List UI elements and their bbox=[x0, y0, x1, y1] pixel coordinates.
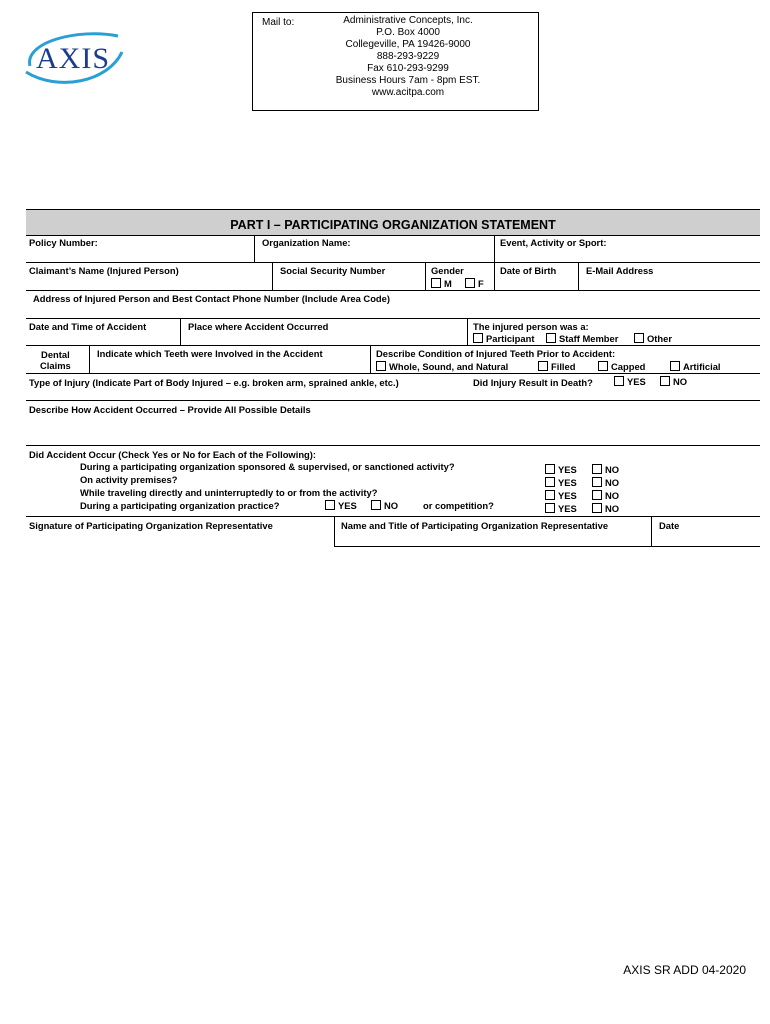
no-text: NO bbox=[605, 477, 620, 488]
checkbox-icon bbox=[465, 278, 475, 288]
divider bbox=[334, 516, 335, 546]
yes-text: YES bbox=[558, 490, 577, 501]
checkbox-icon bbox=[592, 490, 602, 500]
signature-label: Signature of Participating Organization Representative bbox=[29, 520, 273, 531]
question-premises: On activity premises? bbox=[80, 474, 178, 485]
no-text: NO bbox=[605, 490, 620, 501]
divider bbox=[180, 318, 181, 345]
claimant-name-label: Claimant’s Name (Injured Person) bbox=[29, 265, 179, 276]
date-label: Date bbox=[659, 520, 680, 531]
checkbox-icon bbox=[592, 477, 602, 487]
artificial-text: Artificial bbox=[683, 361, 721, 372]
divider bbox=[26, 373, 760, 374]
injury-type-label: Type of Injury (Indicate Part of Body Injured – e.g. broken arm, sprained ankle, etc.) bbox=[29, 377, 399, 388]
yes-text: YES bbox=[627, 376, 646, 387]
policy-number-label: Policy Number: bbox=[29, 237, 98, 248]
q3-yes-checkbox[interactable] bbox=[545, 490, 577, 501]
participant-checkbox[interactable] bbox=[473, 333, 534, 344]
form-code: AXIS SR ADD 04-2020 bbox=[623, 963, 746, 977]
gender-f-checkbox[interactable] bbox=[465, 278, 484, 289]
teeth-condition-label: Describe Condition of Injured Teeth Prior to Accident: bbox=[376, 348, 616, 359]
checkbox-icon bbox=[546, 333, 556, 343]
checkbox-icon bbox=[670, 361, 680, 371]
checkbox-icon bbox=[545, 464, 555, 474]
filled-text: Filled bbox=[551, 361, 576, 372]
capped-text: Capped bbox=[611, 361, 646, 372]
q1-no-checkbox[interactable] bbox=[592, 464, 619, 475]
or-competition-label: or competition? bbox=[423, 500, 494, 511]
q2-yes-checkbox[interactable] bbox=[545, 477, 577, 488]
gender-f-text: F bbox=[478, 278, 484, 289]
checkbox-icon bbox=[545, 490, 555, 500]
checkbox-icon bbox=[376, 361, 386, 371]
staff-member-checkbox[interactable] bbox=[546, 333, 618, 344]
question-practice: During a participating organization practice? bbox=[80, 500, 280, 511]
yes-text: YES bbox=[558, 503, 577, 514]
checkbox-icon bbox=[545, 503, 555, 513]
divider bbox=[26, 235, 760, 236]
checkbox-icon bbox=[545, 477, 555, 487]
checkbox-icon bbox=[592, 503, 602, 513]
no-text: NO bbox=[384, 500, 399, 511]
death-yes-checkbox[interactable] bbox=[614, 376, 646, 387]
dental-claims-line: Claims bbox=[40, 360, 71, 371]
divider bbox=[494, 262, 495, 290]
checkbox-icon bbox=[592, 464, 602, 474]
email-label: E-Mail Address bbox=[586, 265, 654, 276]
other-text: Other bbox=[647, 333, 673, 344]
address-label: Address of Injured Person and Best Contact Phone Number (Include Area Code) bbox=[33, 293, 390, 304]
mail-address bbox=[308, 15, 508, 99]
question-sanctioned: During a participating organization sponsored & supervised, or sanctioned activity? bbox=[80, 461, 455, 472]
divider bbox=[254, 235, 255, 262]
yes-text: YES bbox=[558, 477, 577, 488]
injured-was-label: The injured person was a: bbox=[473, 321, 589, 332]
no-text: NO bbox=[605, 464, 620, 475]
death-label: Did Injury Result in Death? bbox=[473, 377, 593, 388]
event-label: Event, Activity or Sport: bbox=[500, 237, 607, 248]
participant-text: Participant bbox=[486, 333, 535, 344]
divider bbox=[272, 262, 273, 290]
divider bbox=[26, 262, 760, 263]
practice-no-checkbox[interactable] bbox=[371, 500, 398, 511]
mail-line: Administrative Concepts, Inc. bbox=[343, 15, 473, 26]
divider bbox=[578, 262, 579, 290]
organization-name-label: Organization Name: bbox=[262, 237, 351, 248]
mail-line: Collegeville, PA 19426-9000 bbox=[345, 39, 471, 50]
artificial-checkbox[interactable] bbox=[670, 361, 721, 372]
yes-text: YES bbox=[558, 464, 577, 475]
checkbox-icon bbox=[325, 500, 335, 510]
divider bbox=[370, 345, 371, 373]
checkbox-icon bbox=[660, 376, 670, 386]
practice-yes-checkbox[interactable] bbox=[325, 500, 357, 511]
ssn-label: Social Security Number bbox=[280, 265, 386, 276]
dob-label: Date of Birth bbox=[500, 265, 557, 276]
death-no-checkbox[interactable] bbox=[660, 376, 687, 387]
mail-line: Business Hours 7am - 8pm EST. bbox=[335, 75, 481, 86]
yes-text: YES bbox=[338, 500, 357, 511]
mail-line: Fax 610-293-9299 bbox=[367, 63, 449, 74]
q2-no-checkbox[interactable] bbox=[592, 477, 619, 488]
divider bbox=[494, 235, 495, 262]
checkbox-icon bbox=[634, 333, 644, 343]
q3-no-checkbox[interactable] bbox=[592, 490, 619, 501]
form-title: PART I – PARTICIPATING ORGANIZATION STATEMENT bbox=[230, 218, 556, 232]
q4-yes-checkbox[interactable] bbox=[545, 503, 577, 514]
checkbox-icon bbox=[598, 361, 608, 371]
checkbox-icon bbox=[538, 361, 548, 371]
name-title-label: Name and Title of Participating Organization Representative bbox=[341, 520, 609, 531]
divider bbox=[425, 262, 426, 290]
checkbox-icon bbox=[371, 500, 381, 510]
divider bbox=[26, 345, 760, 346]
divider bbox=[26, 445, 760, 446]
form-title-bar bbox=[26, 209, 760, 235]
dental-claims-label bbox=[40, 349, 71, 371]
divider bbox=[26, 318, 760, 319]
capped-checkbox[interactable] bbox=[598, 361, 645, 372]
no-text: NO bbox=[673, 376, 688, 387]
mail-line: P.O. Box 4000 bbox=[376, 27, 440, 38]
divider bbox=[26, 516, 760, 517]
checkbox-icon bbox=[614, 376, 624, 386]
divider bbox=[26, 400, 760, 401]
filled-checkbox[interactable] bbox=[538, 361, 575, 372]
axis-logo-text: AXIS bbox=[36, 42, 111, 75]
occur-title: Did Accident Occur (Check Yes or No for Each of the Following): bbox=[29, 449, 317, 460]
checkbox-icon bbox=[431, 278, 441, 288]
q4-no-checkbox[interactable] bbox=[592, 503, 619, 514]
checkbox-icon bbox=[473, 333, 483, 343]
whole-text: Whole, Sound, and Natural bbox=[389, 361, 509, 372]
gender-m-checkbox[interactable] bbox=[431, 278, 452, 289]
no-text: NO bbox=[605, 503, 620, 514]
question-traveling: While traveling directly and uninterruptedly to or from the activity? bbox=[80, 487, 378, 498]
mail-line: 888-293-9229 bbox=[376, 51, 440, 62]
accident-place-label: Place where Accident Occurred bbox=[188, 321, 329, 332]
divider bbox=[26, 290, 760, 291]
q1-yes-checkbox[interactable] bbox=[545, 464, 577, 475]
divider bbox=[89, 345, 90, 373]
accident-datetime-label: Date and Time of Accident bbox=[29, 321, 147, 332]
mail-website: www.acitpa.com bbox=[371, 87, 445, 98]
divider bbox=[651, 516, 652, 546]
divider bbox=[467, 318, 468, 345]
describe-label: Describe How Accident Occurred – Provide All Possible Details bbox=[29, 404, 311, 415]
mail-to-label: Mail to: bbox=[262, 17, 295, 28]
gender-label: Gender bbox=[431, 265, 464, 276]
divider bbox=[334, 546, 760, 547]
staff-member-text: Staff Member bbox=[559, 333, 619, 344]
other-checkbox[interactable] bbox=[634, 333, 672, 344]
teeth-involved-label: Indicate which Teeth were Involved in the Accident bbox=[97, 348, 323, 359]
gender-m-text: M bbox=[444, 278, 452, 289]
axis-logo bbox=[18, 22, 128, 92]
dental-claims-line: Dental bbox=[41, 349, 70, 360]
whole-checkbox[interactable] bbox=[376, 361, 508, 372]
